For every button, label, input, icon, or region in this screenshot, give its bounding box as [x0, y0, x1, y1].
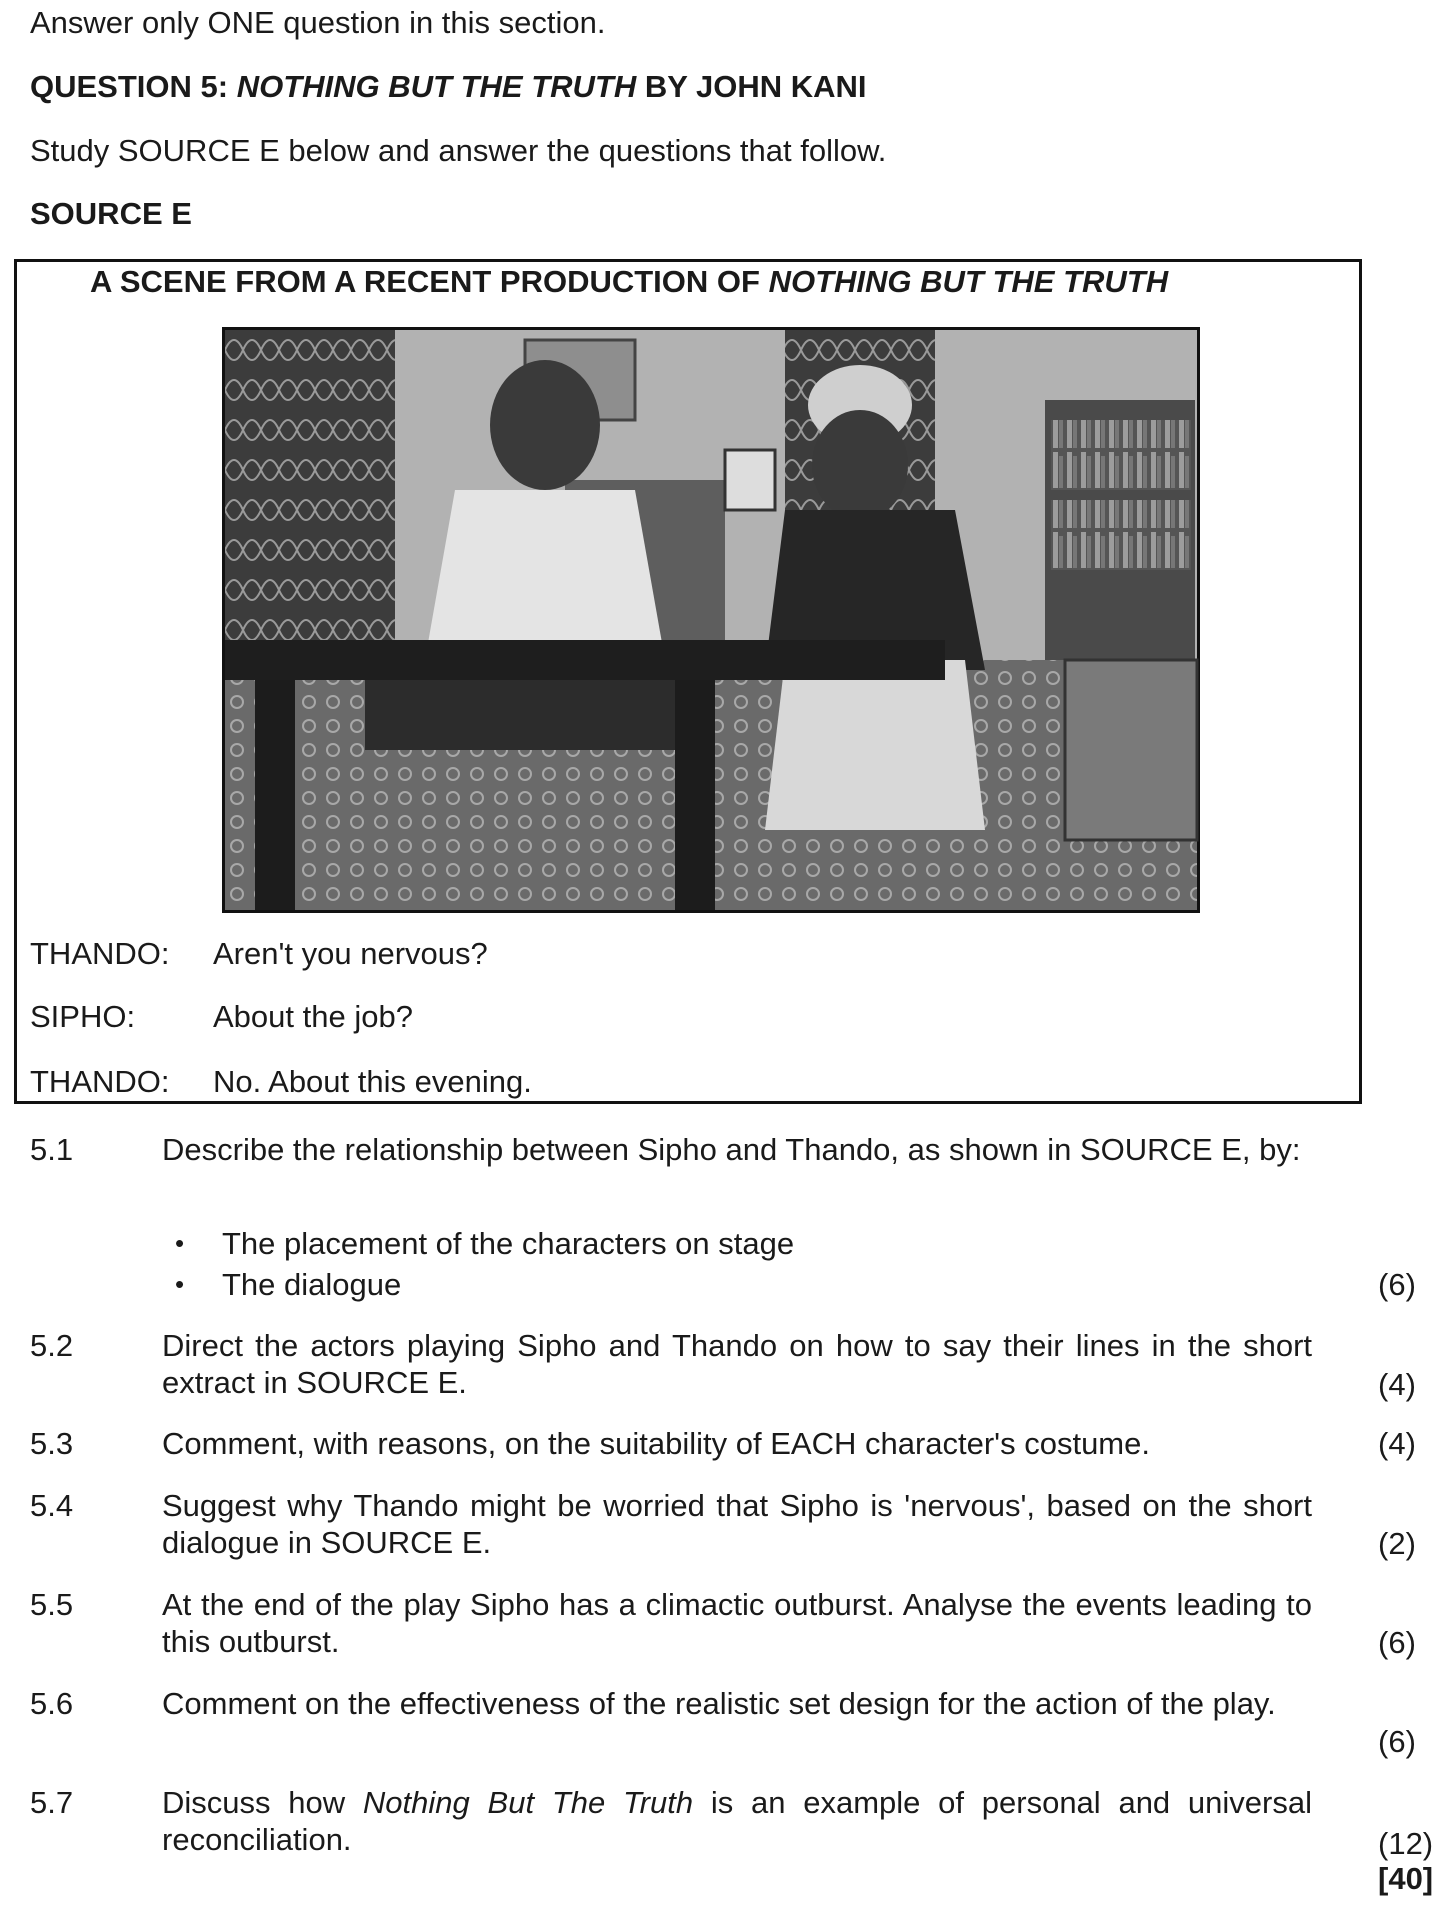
dialogue-line-3: No. About this evening.: [213, 1064, 532, 1099]
mark-5-7: (12): [1378, 1826, 1433, 1861]
question-text-5-6: Comment on the effectiveness of the realistic set design for the action of the play.: [162, 1686, 1276, 1721]
question-text-5-3: Comment, with reasons, on the suitability of EACH character's costume.: [162, 1426, 1150, 1461]
question-text-5-7-suffix: is an example of personal and universal reconciliation.: [162, 1785, 1312, 1857]
question-number-5-7: 5.7: [30, 1785, 74, 1820]
dialogue-line-1: Aren't you nervous?: [213, 936, 488, 971]
study-instruction: Study SOURCE E below and answer the questions that follow.: [30, 133, 887, 168]
mark-5-1: (6): [1378, 1267, 1416, 1302]
question-text-5-7: [162, 1784, 1312, 1858]
question-text-5-5: At the end of the play Sipho has a climactic outburst. Analyse the events leading to this outburst.: [162, 1587, 1312, 1659]
stage-scene-illustration: [225, 330, 1197, 910]
source-caption: [90, 263, 1168, 300]
mark-5-5: (6): [1378, 1625, 1416, 1660]
question-text-5-7-prefix: Discuss how: [162, 1785, 363, 1820]
mark-5-4: (2): [1378, 1526, 1416, 1561]
question-text-5-4: Suggest why Thando might be worried that Sipho is 'nervous', based on the short dialogue in SOURCE E.: [162, 1488, 1312, 1560]
caption-title: NOTHING BUT THE TRUTH: [768, 264, 1169, 299]
question-number-5-1: 5.1: [30, 1132, 74, 1167]
question-text-5-7-title: Nothing But The Truth: [362, 1785, 694, 1820]
bullet-text-2: The dialogue: [222, 1267, 402, 1302]
bullet-text-1: The placement of the characters on stage: [222, 1226, 795, 1261]
mark-5-2: (4): [1378, 1367, 1416, 1402]
question-heading: [30, 68, 866, 105]
production-photo: [222, 327, 1200, 913]
question-number-5-5: 5.5: [30, 1587, 74, 1622]
dialogue-speaker-3: THANDO:: [30, 1064, 170, 1099]
heading-suffix: BY JOHN KANI: [636, 69, 867, 104]
caption-prefix: A SCENE FROM A RECENT PRODUCTION OF: [90, 264, 769, 299]
question-number-5-6: 5.6: [30, 1686, 74, 1721]
question-text-5-1: Describe the relationship between Sipho and Thando, as shown in SOURCE E, by:: [162, 1132, 1301, 1167]
bullet-icon: •: [175, 1269, 185, 1299]
total-mark: [40]: [1378, 1861, 1433, 1896]
question-text-5-2: Direct the actors playing Sipho and Thando on how to say their lines in the short extract in SOURCE E.: [162, 1328, 1312, 1400]
bullet-icon: •: [175, 1228, 185, 1258]
source-label: SOURCE E: [30, 196, 192, 231]
question-number-5-3: 5.3: [30, 1426, 74, 1461]
dialogue-line-2: About the job?: [213, 999, 413, 1034]
dialogue-speaker-1: THANDO:: [30, 936, 170, 971]
heading-prefix: QUESTION 5:: [30, 69, 237, 104]
dialogue-speaker-2: SIPHO:: [30, 999, 136, 1034]
heading-title: NOTHING BUT THE TRUTH: [236, 69, 637, 104]
mark-5-6: (6): [1378, 1724, 1416, 1759]
mark-5-3: (4): [1378, 1426, 1416, 1461]
section-instruction: Answer only ONE question in this section.: [30, 5, 606, 40]
question-number-5-2: 5.2: [30, 1328, 74, 1363]
question-number-5-4: 5.4: [30, 1488, 74, 1523]
